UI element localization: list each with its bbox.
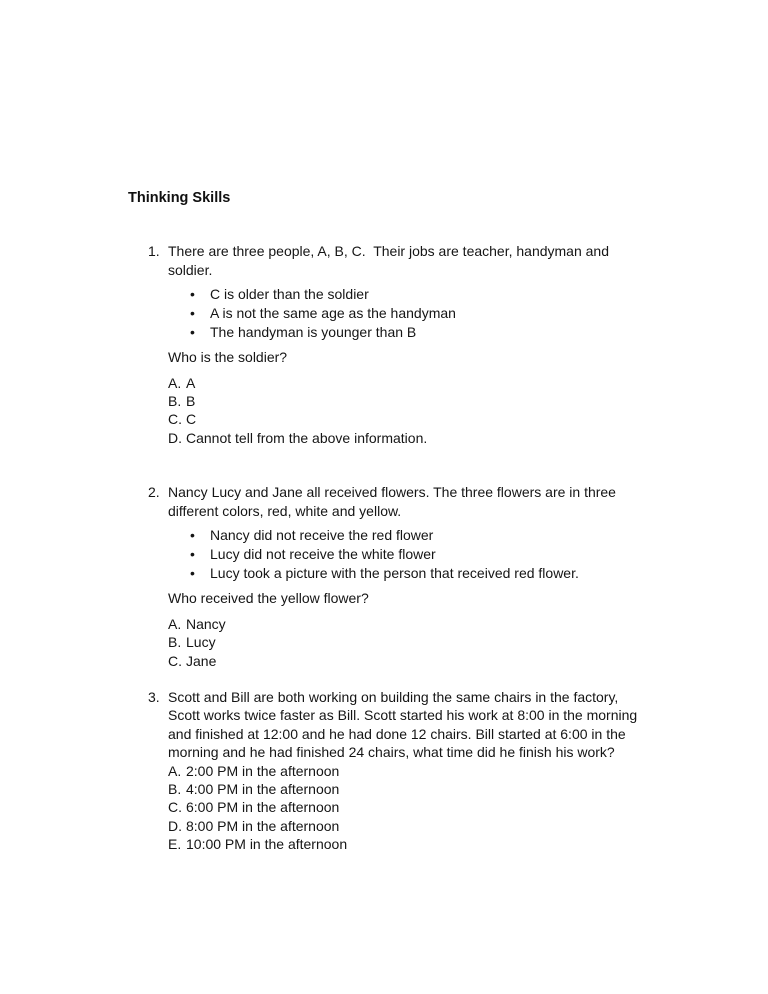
clue-item [190, 526, 640, 545]
bullet-icon: • [190, 527, 195, 544]
option-text: C [186, 411, 197, 428]
clue-text: Lucy took a picture with the person that received red flower. [210, 564, 579, 581]
question-2-clues [190, 526, 640, 582]
clue-item [190, 564, 640, 583]
answer-option [168, 780, 640, 798]
option-text: B [186, 393, 196, 410]
question-2-text: Nancy Lucy and Jane all received flowers. The three flowers are in three different colors, red, white and yellow. [168, 484, 620, 519]
question-3-text: Scott and Bill are both working on building the same chairs in the factory, Scott works twice faster as Bill. Scott started his work at 8:00 in the morning and finished at 12:00 and he had done 12 chairs. Bill started at 6:00 in the morning and he had finished 24 chairs, what time did he finish his work? [168, 688, 642, 761]
question-1-options [168, 374, 640, 447]
option-letter: A. [168, 762, 182, 779]
answer-option [168, 615, 640, 633]
answer-option [168, 835, 640, 853]
option-letter: B. [168, 781, 182, 798]
answer-option [168, 410, 640, 428]
question-list [148, 242, 668, 853]
option-text: 4:00 PM in the afternoon [186, 781, 340, 798]
question-2-number: 2. [148, 484, 160, 501]
answer-option [168, 429, 640, 447]
bullet-icon: • [190, 286, 195, 302]
question-3-number: 3. [148, 688, 160, 705]
option-letter: C. [168, 799, 182, 816]
option-letter: B. [168, 634, 182, 651]
answer-option [168, 798, 640, 816]
clue-text: The handyman is younger than B [210, 323, 417, 340]
answer-option [168, 633, 640, 651]
option-text: 6:00 PM in the afternoon [186, 799, 340, 816]
option-text: 10:00 PM in the afternoon [186, 836, 348, 853]
answer-option [168, 817, 640, 835]
question-2-prompt: Who received the yellow flower? [168, 590, 369, 607]
option-text: Lucy [186, 634, 216, 651]
question-2-body [168, 483, 640, 670]
bullet-icon: • [190, 304, 195, 321]
answer-option [168, 374, 640, 392]
question-1-text: There are three people, A, B, C. Their jobs are teacher, handyman and soldier. [168, 243, 613, 278]
option-letter: A. [168, 374, 182, 391]
page-title: Thinking Skills [128, 190, 231, 206]
question-2-options [168, 615, 640, 670]
bullet-icon: • [190, 323, 195, 340]
question-1-number: 1. [148, 243, 160, 259]
question-3-body [168, 688, 640, 853]
clue-item [190, 545, 640, 564]
bullet-icon: • [190, 545, 195, 562]
option-letter: D. [168, 817, 182, 834]
clue-text: A is not the same age as the handyman [210, 304, 456, 321]
option-letter: C. [168, 652, 182, 669]
question-2 [148, 483, 668, 670]
question-3 [148, 688, 668, 853]
option-letter: D. [168, 429, 182, 446]
option-letter: B. [168, 393, 182, 410]
question-1-clues [190, 285, 640, 341]
option-text: Cannot tell from the above information. [186, 429, 428, 446]
question-1-body [168, 242, 640, 447]
answer-option [168, 762, 640, 780]
option-letter: A. [168, 615, 182, 632]
answer-option [168, 392, 640, 410]
clue-item [190, 285, 640, 304]
option-text: 2:00 PM in the afternoon [186, 762, 340, 779]
question-1 [148, 242, 668, 447]
question-1-prompt: Who is the soldier? [168, 349, 288, 366]
option-text: Nancy [186, 615, 226, 632]
clue-item [190, 304, 640, 323]
answer-option [168, 652, 640, 670]
question-3-options [168, 762, 640, 853]
clue-text: Lucy did not receive the white flower [210, 545, 436, 562]
option-text: Jane [186, 652, 217, 669]
option-text: A [186, 374, 196, 391]
option-letter: E. [168, 836, 182, 853]
bullet-icon: • [190, 564, 195, 581]
clue-text: C is older than the soldier [210, 286, 369, 302]
option-text: 8:00 PM in the afternoon [186, 817, 340, 834]
clue-text: Nancy did not receive the red flower [210, 527, 434, 544]
option-letter: C. [168, 411, 182, 428]
clue-item [190, 323, 640, 342]
